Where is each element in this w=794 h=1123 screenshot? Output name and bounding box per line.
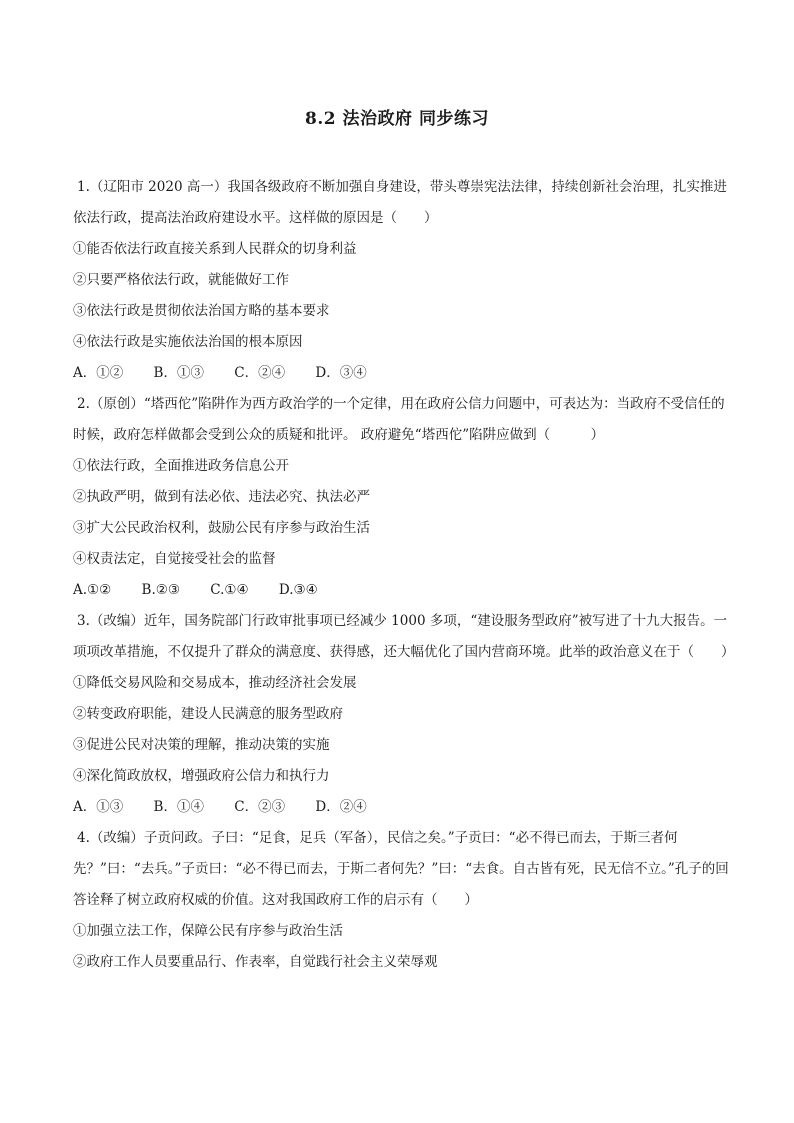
option-a: A.①② (73, 582, 112, 598)
question-list (73, 172, 733, 978)
choice-item: ②执政严明，做到有法必依、违法必究、执法必严 (73, 489, 370, 505)
choice-item: ②只要严格依法行政，就能做好工作 (73, 272, 289, 288)
choice-item: ②政府工作人员要重品行、作表率，自觉践行社会主义荣辱观 (73, 954, 438, 970)
option-d: D．②④ (315, 799, 367, 815)
choice-item: ③扩大公民政治权利，鼓励公民有序参与政治生活 (73, 520, 370, 536)
question-4 (73, 823, 733, 978)
option-b: B.②③ (141, 582, 180, 598)
question-stem: 2.（原创）“塔西佗”陷阱作为西方政治学的一个定律，用在政府公信力问题中，可表达为：当政府不受信任的时候，政府怎样做都会受到公众的质疑和批评。 政府避免“塔西佗”陷阱应做到（ ） (73, 396, 725, 443)
question-1 (73, 172, 733, 389)
choice-item: ②转变政府职能，建设人民满意的服务型政府 (73, 706, 343, 722)
question-2 (73, 389, 733, 606)
question-stem: 4.（改编）子贡问政。子曰：“足食，足兵（军备），民信之矣。”子贡曰：“必不得已而去，于斯三者何先？”曰：“去兵。”子贡曰：“必不得已而去，于斯二者何先？”曰：“去食。自古皆有死，民无信不立。”孔子的回答诠释了树立政府权威的价值。这对我国政府工作的启示有（ ） (73, 830, 729, 908)
choice-item: ①降低交易风险和交易成本，推动经济社会发展 (73, 675, 357, 691)
option-d: D．③④ (315, 365, 367, 381)
choice-item: ①加强立法工作，保障公民有序参与政治生活 (73, 923, 343, 939)
choice-item: ①能否依法行政直接关系到人民群众的切身利益 (73, 241, 357, 257)
choice-item: ③依法行政是贯彻依法治国方略的基本要求 (73, 303, 330, 319)
option-c: C.①④ (210, 582, 249, 598)
answer-options (73, 575, 733, 606)
choice-item: ④深化简政放权，增强政府公信力和执行力 (73, 768, 330, 784)
answer-options (73, 358, 733, 389)
choice-item: ③促进公民对决策的理解，推动决策的实施 (73, 737, 330, 753)
question-stem: 1.（辽阳市 2020 高一）我国各级政府不断加强自身建设，带头尊崇宪法法律，持续创新社会治理，扎实推进依法行政，提高法治政府建设水平。这样做的原因是（ ） (73, 179, 727, 226)
option-d: D.③④ (278, 582, 318, 598)
option-c: C．②③ (234, 799, 286, 815)
question-stem: 3.（改编）近年，国务院部门行政审批事项已经减少 1000 多项，“建设服务型政府”被写进了十九大报告。一项项改革措施，不仅提升了群众的满意度、获得感，还大幅优化了国内营商环境。此举的政治意义在于（ ） (73, 613, 735, 660)
choice-item: ④权责法定，自觉接受社会的监督 (73, 551, 276, 567)
option-a: A．①③ (73, 799, 124, 815)
answer-options (73, 792, 733, 823)
choice-item: ④依法行政是实施依法治国的根本原因 (73, 334, 303, 350)
option-b: B．①④ (153, 799, 204, 815)
page-title: 8.2 法治政府 同步练习 (305, 109, 489, 129)
option-b: B．①③ (153, 365, 204, 381)
option-c: C．②④ (234, 365, 286, 381)
question-3 (73, 606, 733, 823)
option-a: A．①② (73, 365, 124, 381)
choice-item: ①依法行政，全面推进政务信息公开 (73, 458, 289, 474)
